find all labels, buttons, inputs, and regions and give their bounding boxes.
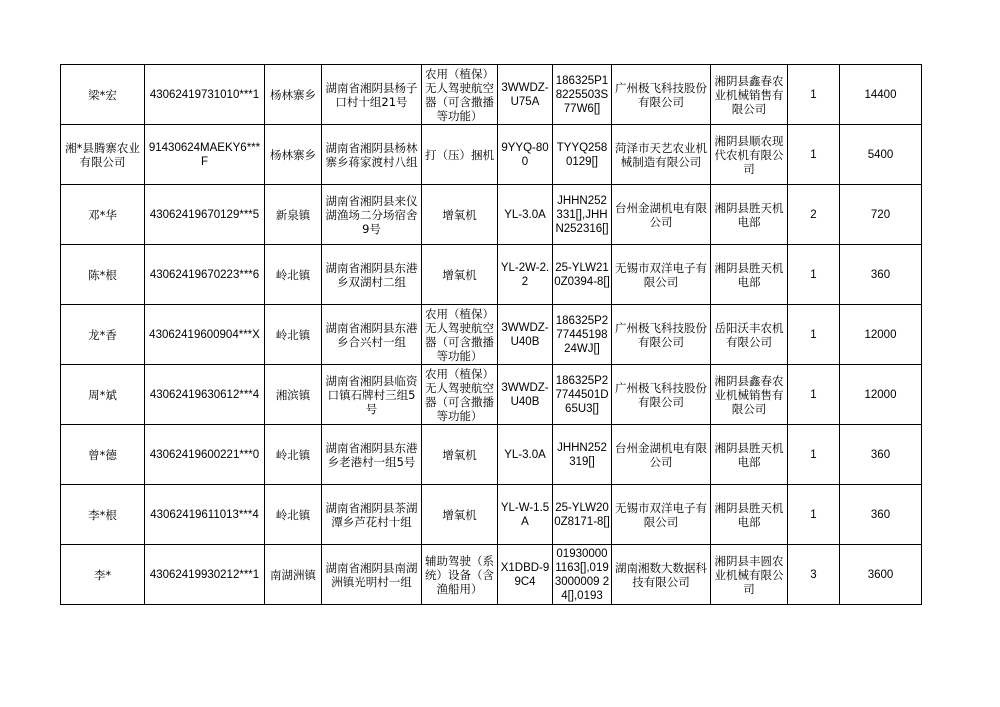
cell-amount: 360 — [840, 245, 922, 305]
cell-town: 湘滨镇 — [265, 365, 322, 425]
table-row — [61, 125, 922, 185]
table-row — [61, 245, 922, 305]
cell-qty: 1 — [788, 485, 840, 545]
cell-address: 湖南省湘阴县东港乡双湖村二组 — [322, 245, 422, 305]
cell-amount: 3600 — [840, 545, 922, 605]
cell-id: 43062419600904***X — [145, 305, 265, 365]
cell-dealer: 湘阴县胜天机电部 — [711, 245, 788, 305]
cell-dealer: 湘阴县鑫春农业机械销售有限公司 — [711, 365, 788, 425]
cell-amount: 5400 — [840, 125, 922, 185]
cell-address: 湖南省湘阴县临资口镇石牌村三组5号 — [322, 365, 422, 425]
cell-name: 湘*县腾寨农业有限公司 — [61, 125, 145, 185]
cell-serial: 186325P18225503S77W6[] — [553, 65, 612, 125]
cell-dealer: 湘阴县胜天机电部 — [711, 185, 788, 245]
cell-dealer: 湘阴县胜天机电部 — [711, 425, 788, 485]
cell-address: 湖南省湘阴县东港乡合兴村一组 — [322, 305, 422, 365]
cell-name: 龙*香 — [61, 305, 145, 365]
cell-name: 周*斌 — [61, 365, 145, 425]
cell-id: 43062419670129***5 — [145, 185, 265, 245]
cell-id: 43062419630612***4 — [145, 365, 265, 425]
cell-address: 湖南省湘阴县东港乡老港村一组5号 — [322, 425, 422, 485]
cell-item: 增氧机 — [422, 185, 498, 245]
cell-id: 43062419930212***1 — [145, 545, 265, 605]
table-row — [61, 365, 922, 425]
cell-address: 湖南省湘阴县南湖洲镇光明村一组 — [322, 545, 422, 605]
cell-item: 农用（植保）无人驾驶航空器（可含撒播等功能） — [422, 65, 498, 125]
cell-name: 曾*德 — [61, 425, 145, 485]
cell-town: 南湖洲镇 — [265, 545, 322, 605]
cell-address: 湖南省湘阴县杨子口村十组21号 — [322, 65, 422, 125]
cell-amount: 12000 — [840, 305, 922, 365]
table-row — [61, 65, 922, 125]
cell-id: 43062419600221***0 — [145, 425, 265, 485]
cell-address: 湖南省湘阴县杨林寨乡蒋家渡村八组 — [322, 125, 422, 185]
cell-model: 9YYQ-800 — [498, 125, 553, 185]
cell-serial: JHHN252331[],JHHN252316[] — [553, 185, 612, 245]
cell-serial: 25-YLW200Z8171-8[] — [553, 485, 612, 545]
cell-town: 新泉镇 — [265, 185, 322, 245]
cell-item: 增氧机 — [422, 425, 498, 485]
cell-model: YL-W-1.5A — [498, 485, 553, 545]
cell-maker: 广州极飞科技股份有限公司 — [612, 65, 711, 125]
cell-model: 3WWDZ-U40B — [498, 365, 553, 425]
cell-item: 增氧机 — [422, 485, 498, 545]
cell-maker: 湖南湘数大数据科技有限公司 — [612, 545, 711, 605]
cell-qty: 3 — [788, 545, 840, 605]
cell-town: 杨林寨乡 — [265, 125, 322, 185]
cell-amount: 360 — [840, 485, 922, 545]
cell-model: YL-2W-2.2 — [498, 245, 553, 305]
cell-model: 3WWDZ-U40B — [498, 305, 553, 365]
cell-model: X1DBD-99C4 — [498, 545, 553, 605]
cell-qty: 2 — [788, 185, 840, 245]
cell-item: 打（压）捆机 — [422, 125, 498, 185]
cell-model: YL-3.0A — [498, 425, 553, 485]
cell-name: 邓*华 — [61, 185, 145, 245]
cell-maker: 台州金湖机电有限公司 — [612, 185, 711, 245]
cell-amount: 360 — [840, 425, 922, 485]
cell-qty: 1 — [788, 65, 840, 125]
cell-qty: 1 — [788, 365, 840, 425]
cell-id: 43062419611013***4 — [145, 485, 265, 545]
cell-amount: 12000 — [840, 365, 922, 425]
cell-id: 91430624MAEKY6***F — [145, 125, 265, 185]
cell-dealer: 湘阴县胜天机电部 — [711, 485, 788, 545]
table-row — [61, 545, 922, 605]
table-row — [61, 185, 922, 245]
cell-name: 陈*根 — [61, 245, 145, 305]
cell-maker: 菏泽市天艺农业机械制造有限公司 — [612, 125, 711, 185]
cell-item: 农用（植保）无人驾驶航空器（可含撒播等功能） — [422, 305, 498, 365]
cell-town: 岭北镇 — [265, 245, 322, 305]
cell-qty: 1 — [788, 305, 840, 365]
cell-town: 岭北镇 — [265, 305, 322, 365]
cell-address: 湖南省湘阴县茶湖潭乡芦花村十组 — [322, 485, 422, 545]
cell-model: 3WWDZ-U75A — [498, 65, 553, 125]
cell-address: 湖南省湘阴县来仪湖渔场二分场宿舍9号 — [322, 185, 422, 245]
cell-serial: TYYQ2580129[] — [553, 125, 612, 185]
table-row — [61, 485, 922, 545]
cell-maker: 台州金湖机电有限公司 — [612, 425, 711, 485]
cell-item: 增氧机 — [422, 245, 498, 305]
cell-name: 梁*宏 — [61, 65, 145, 125]
cell-name: 李* — [61, 545, 145, 605]
cell-maker: 广州极飞科技股份有限公司 — [612, 305, 711, 365]
cell-qty: 1 — [788, 425, 840, 485]
cell-serial: 186325P27744501D65U3[] — [553, 365, 612, 425]
subsidy-table — [60, 64, 922, 605]
cell-dealer: 岳阳沃丰农机有限公司 — [711, 305, 788, 365]
cell-qty: 1 — [788, 125, 840, 185]
cell-item: 辅助驾驶（系统）设备（含渔船用） — [422, 545, 498, 605]
table-body — [61, 65, 922, 605]
cell-serial: 186325P27744519824WJ[] — [553, 305, 612, 365]
cell-item: 农用（植保）无人驾驶航空器（可含撒播等功能） — [422, 365, 498, 425]
cell-amount: 14400 — [840, 65, 922, 125]
table-row — [61, 425, 922, 485]
cell-qty: 1 — [788, 245, 840, 305]
cell-dealer: 湘阴县丰圆农业机械有限公司 — [711, 545, 788, 605]
cell-maker: 广州极飞科技股份有限公司 — [612, 365, 711, 425]
cell-id: 43062419731010***1 — [145, 65, 265, 125]
cell-dealer: 湘阴县顺农现代农机有限公司 — [711, 125, 788, 185]
cell-dealer: 湘阴县鑫春农业机械销售有限公司 — [711, 65, 788, 125]
cell-town: 岭北镇 — [265, 485, 322, 545]
cell-maker: 无锡市双洋电子有限公司 — [612, 485, 711, 545]
cell-serial: JHHN252319[] — [553, 425, 612, 485]
cell-model: YL-3.0A — [498, 185, 553, 245]
table-row — [61, 305, 922, 365]
cell-town: 杨林寨乡 — [265, 65, 322, 125]
cell-maker: 无锡市双洋电子有限公司 — [612, 245, 711, 305]
cell-id: 43062419670223***6 — [145, 245, 265, 305]
cell-amount: 720 — [840, 185, 922, 245]
cell-town: 岭北镇 — [265, 425, 322, 485]
cell-name: 李*根 — [61, 485, 145, 545]
cell-serial: 25-YLW210Z0394-8[] — [553, 245, 612, 305]
cell-serial: 019300001163[],0193000009 24[],0193 — [553, 545, 612, 605]
